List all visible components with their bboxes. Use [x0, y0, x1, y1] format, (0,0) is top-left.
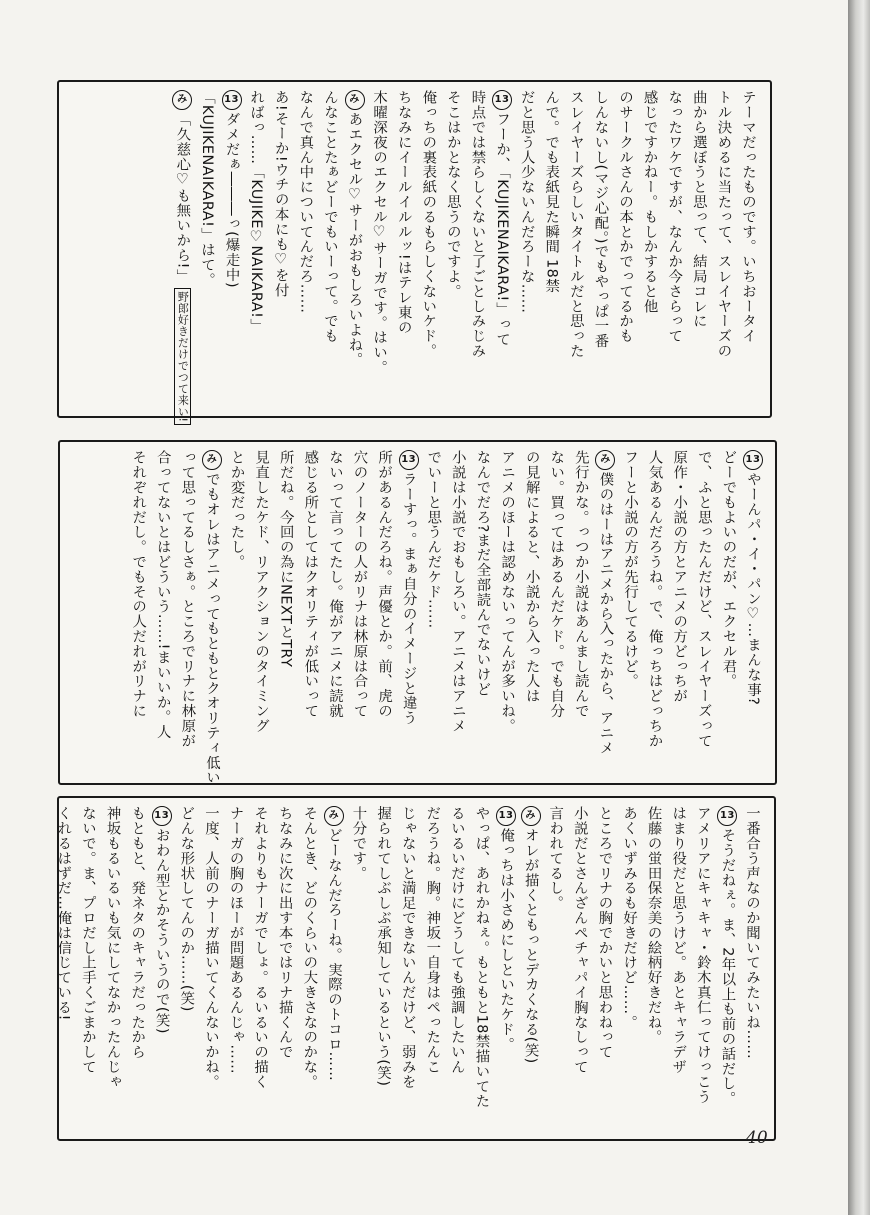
dialogue-line [342, 90, 367, 408]
book-binding-edge [848, 0, 870, 1215]
dialogue-line [371, 806, 396, 1131]
dialogue-text: どんな形状してんのか……(笑) [178, 806, 195, 1012]
dialogue-line [420, 806, 445, 1131]
dialogue-line [637, 90, 662, 408]
dialogue-text: んで。でも表紙見た瞬間 18禁 [543, 90, 560, 294]
speaker-mark: み [521, 806, 541, 826]
dialogue-text: アニメのほーは認めないってんが多いね。 [499, 450, 516, 734]
dialogue-text: テーマだったものです。いちおータイ [740, 90, 756, 344]
dialogue-text: 佐藤の蛍田保奈美の絵柄好きだね。 [645, 806, 662, 1045]
dialogue-line [686, 90, 711, 408]
dialogue-line [175, 450, 200, 775]
dialogue-text: ればっ……「KUJIKE♡NAIKARA!」 [248, 90, 265, 334]
dialogue-text: 感じる所としてはクオリティが低いって [302, 450, 319, 719]
dialogue-text: それよりもナーガでしょ。るいるいの描く [252, 806, 269, 1090]
dialogue-line [567, 806, 592, 1131]
dialogue-text: あくいずみるも好きだけど……。 [621, 806, 638, 1030]
dialogue-text: そんとき、どのくらいの大きさなのかな。 [301, 806, 318, 1090]
dialogue-line [100, 806, 125, 1131]
dialogue-line [563, 90, 588, 408]
dialogue-text: で、ふと思ったんだけど、スレイヤーズって [695, 450, 712, 748]
dialogue-line [470, 450, 495, 775]
speaker-mark: み [595, 450, 615, 470]
dialogue-text: 小説は小説でおもしろい。アニメはアニメ [449, 450, 466, 734]
dialogue-text: ダメだぁ―――っ(爆走中) [223, 112, 240, 289]
dialogue-line [662, 90, 687, 408]
dialogue-text: ナーガの胸のほーが問題あるんじゃ…… [227, 806, 244, 1075]
dialogue-text: スレイヤーズらしいタイトルだと思った [567, 90, 584, 359]
dialogue-line [298, 450, 323, 775]
dialogue-text: 感じですかねー。もしかすると他 [641, 90, 658, 314]
dialogue-text: 所だね。今回の為にNEXTとTRY [277, 450, 294, 668]
dialogue-text: でもオレはアニメってもともとクオリティ低い [203, 472, 220, 785]
dialogue-line [149, 806, 174, 1131]
dialogue-text: ちなみにイールイルルッ!はテレ東の [395, 90, 412, 335]
dialogue-line [489, 90, 514, 408]
dialogue-line [219, 90, 244, 408]
speaker-mark: 13 [496, 806, 516, 826]
dialogue-text: しんないし(マジ心配。)でもやっぱ一番 [592, 90, 609, 349]
dialogue-text: 「KUJIKENAIKARA!」はて。 [198, 90, 215, 288]
speaker-mark: 13 [743, 450, 763, 470]
page-number: 40 [746, 1128, 768, 1148]
dialogue-line [199, 450, 224, 785]
boxed-note: 野郎好きだけでつて来い! [174, 288, 191, 425]
dialogue-line [465, 90, 490, 408]
dialogue-line [150, 450, 175, 775]
dialogue-text: 原作・小説の方とアニメの方どっちが [671, 450, 688, 704]
dialogue-text: どーなんだろーね。実際のトコロ…… [325, 828, 342, 1082]
dialogue-text: 神坂もるいるいも気にしてなかったんじゃ [104, 806, 121, 1090]
dialogue-text: 俺っちは小さめにしといたケド。 [498, 828, 515, 1052]
dialogue-line [223, 806, 248, 1131]
dialogue-line [272, 806, 297, 1131]
dialogue-text: 僕のはーはアニメから入ったから、アニメ [597, 472, 614, 756]
dialogue-line [249, 450, 274, 775]
panel-text-column [69, 90, 760, 423]
dialogue-line [174, 806, 199, 1131]
dialogue-text: ないで。ま、プロだし上手くごまかして [79, 806, 96, 1075]
text-panel-top [57, 80, 772, 423]
dialogue-line [519, 450, 544, 775]
dialogue-line [440, 90, 465, 408]
dialogue-text: あ!そーか!ウチの本にも♡を付 [272, 90, 289, 298]
dialogue-line [248, 806, 273, 1131]
speaker-mark: 13 [222, 90, 242, 110]
dialogue-text: 一番合う声なのか聞いてみたいね…… [744, 806, 760, 1060]
dialogue-line [444, 806, 469, 1131]
dialogue-text: でいーと思うんだケド…… [425, 450, 442, 629]
dialogue-text: どーでもよいのだが、エクセル君。 [720, 450, 737, 689]
dialogue-text: 穴のノーターの人がリナは林原は合って [351, 450, 368, 719]
dialogue-text: ラーすっ。まぁ自分のイメージと違う [400, 472, 417, 726]
dialogue-line [690, 806, 715, 1131]
dialogue-text: そうだねぇ。ま、2年以上も前の話だし。 [719, 828, 736, 1106]
dialogue-text: もともと、発ネタのキャラだったから [129, 806, 146, 1060]
dialogue-line [616, 806, 641, 1131]
dialogue-text: ちなみに次に出す本ではリナ描くんで [276, 806, 293, 1060]
dialogue-line [126, 450, 151, 775]
dialogue-line [494, 450, 519, 775]
dialogue-text: 一度、人前のナーガ描いてくんないかね。 [202, 806, 219, 1090]
dialogue-text: 十分です。 [350, 806, 367, 881]
dialogue-text: そこはかとなく思うのですよ。 [444, 90, 461, 299]
speaker-mark: み [172, 90, 192, 110]
dialogue-line [322, 450, 347, 775]
dialogue-line [691, 450, 716, 775]
dialogue-line [293, 90, 318, 408]
dialogue-line [666, 806, 691, 1131]
dialogue-line [51, 806, 76, 1131]
dialogue-text: 人気あるんだろうね。で、俺っちはどっちか [646, 450, 663, 748]
dialogue-line [617, 450, 642, 775]
dialogue-text: フーか、「KUJIKENAIKARA!」って [494, 112, 511, 347]
dialogue-text: なんで真ん中についてんだろ…… [297, 90, 314, 314]
dialogue-text: だろうね。胸。神坂一自身はペったんこ [424, 806, 441, 1075]
dialogue-line [445, 450, 470, 775]
dialogue-text: だと思う人少ないんだろーな…… [518, 90, 535, 314]
dialogue-text: ところでリナの胸でかいと思わねって [596, 806, 613, 1060]
dialogue-line [716, 450, 741, 775]
dialogue-text: フーと小説の方が先行してるけど。 [622, 450, 639, 689]
speaker-mark: 13 [717, 806, 737, 826]
dialogue-text: それぞれだし。でもその人だれがリナに [130, 450, 147, 719]
dialogue-line [297, 806, 322, 1131]
dialogue-text: ないって言ってたし。俺がアニメに読就 [326, 450, 343, 719]
dialogue-line [493, 806, 518, 1131]
dialogue-text: やーんパ・イ・パン♡…まんな事? [745, 472, 761, 706]
dialogue-text: 見直したケド、リアクションのタイミング [253, 450, 270, 734]
dialogue-text: 「久慈心♡も無いから!」 [174, 112, 191, 284]
dialogue-text: 曲から選ぼうと思って、結局コレに [690, 90, 707, 329]
dialogue-line [711, 90, 736, 408]
dialogue-line [642, 450, 667, 775]
dialogue-text: 先行かな。っつか小説はあんまし読んで [572, 450, 589, 719]
dialogue-line [268, 90, 293, 408]
speaker-mark: 13 [492, 90, 512, 110]
text-panel-middle [58, 440, 777, 785]
panel-text-column [55, 806, 764, 1131]
dialogue-line [421, 450, 446, 775]
dialogue-text: なんでだろ?まだ全部読んでないけど [474, 450, 491, 697]
dialogue-line [416, 90, 441, 408]
dialogue-line [667, 450, 692, 775]
speaker-mark: 13 [399, 450, 419, 470]
dialogue-line [273, 450, 298, 775]
dialogue-text: オレが描くともっとデカくなる(笑) [522, 828, 539, 1064]
dialogue-text: おわん型とかそういうので(笑) [153, 828, 170, 1034]
dialogue-line [372, 450, 397, 775]
speaker-mark: み [345, 90, 365, 110]
dialogue-text: トル決めるに当たって、スレイヤーズの [715, 90, 732, 359]
dialogue-line [739, 806, 764, 1131]
dialogue-text: 時点では禁らしくないと了ごとしみじみ [469, 90, 486, 359]
dialogue-line [544, 450, 569, 775]
dialogue-line [539, 90, 564, 408]
dialogue-line [543, 806, 568, 1131]
dialogue-line [244, 90, 269, 408]
dialogue-line [735, 90, 760, 408]
dialogue-text: なったワケですが、なんか今さらって [666, 90, 683, 344]
dialogue-line [469, 806, 494, 1131]
text-panel-bottom [57, 796, 776, 1141]
dialogue-line [367, 90, 392, 408]
dialogue-text: んなことたぁどーでもいーって。でも [321, 90, 338, 344]
dialogue-line [396, 450, 421, 775]
dialogue-line [593, 450, 618, 775]
dialogue-text: やっぱ、あれかねぇ。もともと18禁描いてた [473, 806, 490, 1109]
dialogue-line [317, 90, 342, 408]
dialogue-line [198, 806, 223, 1131]
dialogue-line [514, 90, 539, 408]
dialogue-line [518, 806, 543, 1131]
dialogue-line [125, 806, 150, 1131]
dialogue-line [568, 450, 593, 775]
dialogue-text: 小説だとさんざんペチャパイ胸なしって [571, 806, 588, 1075]
dialogue-text: はまり役だと思うけど。あとキャラデザ [670, 806, 687, 1075]
dialogue-text: ない。買ってはあるんだケド。でも自分 [548, 450, 565, 719]
dialogue-line [588, 90, 613, 408]
dialogue-text: あエクセル♡サーがおもしろいよね。 [346, 112, 363, 367]
dialogue-line [194, 90, 219, 408]
dialogue-line [715, 806, 740, 1131]
dialogue-line [346, 806, 371, 1131]
dialogue-line [612, 90, 637, 408]
dialogue-line [395, 806, 420, 1131]
dialogue-text: じゃないと満足できないんだけど、弱みを [399, 806, 416, 1090]
dialogue-line [224, 450, 249, 775]
speaker-mark: 13 [152, 806, 172, 826]
dialogue-text: 言われてるし。 [547, 806, 564, 911]
dialogue-text: 木曜深夜のエクセル♡サーガです。はい。 [371, 90, 388, 375]
dialogue-text: 合ってないとはどういう……!まいいか。人 [154, 450, 171, 740]
dialogue-text: のサークルさんの本とかでってるかも [617, 90, 634, 344]
dialogue-text: くれるはずだ…俺は信じている! [55, 806, 72, 1021]
dialogue-line [592, 806, 617, 1131]
dialogue-text: アメリアにキャキャ・鈴木真仁ってけっこう [694, 806, 711, 1104]
dialogue-text: とか変だったし。 [228, 450, 245, 570]
dialogue-text: るいるいだけにどうしても強調したいん [448, 806, 465, 1075]
dialogue-text: 所があるんだろね。声優とか。前、虎の [376, 450, 393, 719]
dialogue-text: って思ってるしさぁ。ところでリナに林原が [179, 450, 196, 748]
panel-text-column [70, 450, 765, 785]
dialogue-line [170, 90, 195, 423]
speaker-mark: み [324, 806, 344, 826]
dialogue-line [740, 450, 765, 775]
dialogue-line [641, 806, 666, 1131]
dialogue-line [391, 90, 416, 408]
dialogue-text: 俺っちの裏表紙のるもらしくないケド。 [420, 90, 437, 359]
dialogue-line [347, 450, 372, 775]
speaker-mark: み [202, 450, 222, 470]
dialogue-line [75, 806, 100, 1131]
dialogue-text: の見解によると、小説から入った人は [523, 450, 540, 704]
dialogue-line [321, 806, 346, 1131]
dialogue-text: 握られてしぶしぶ承知しているという(笑) [375, 806, 392, 1087]
